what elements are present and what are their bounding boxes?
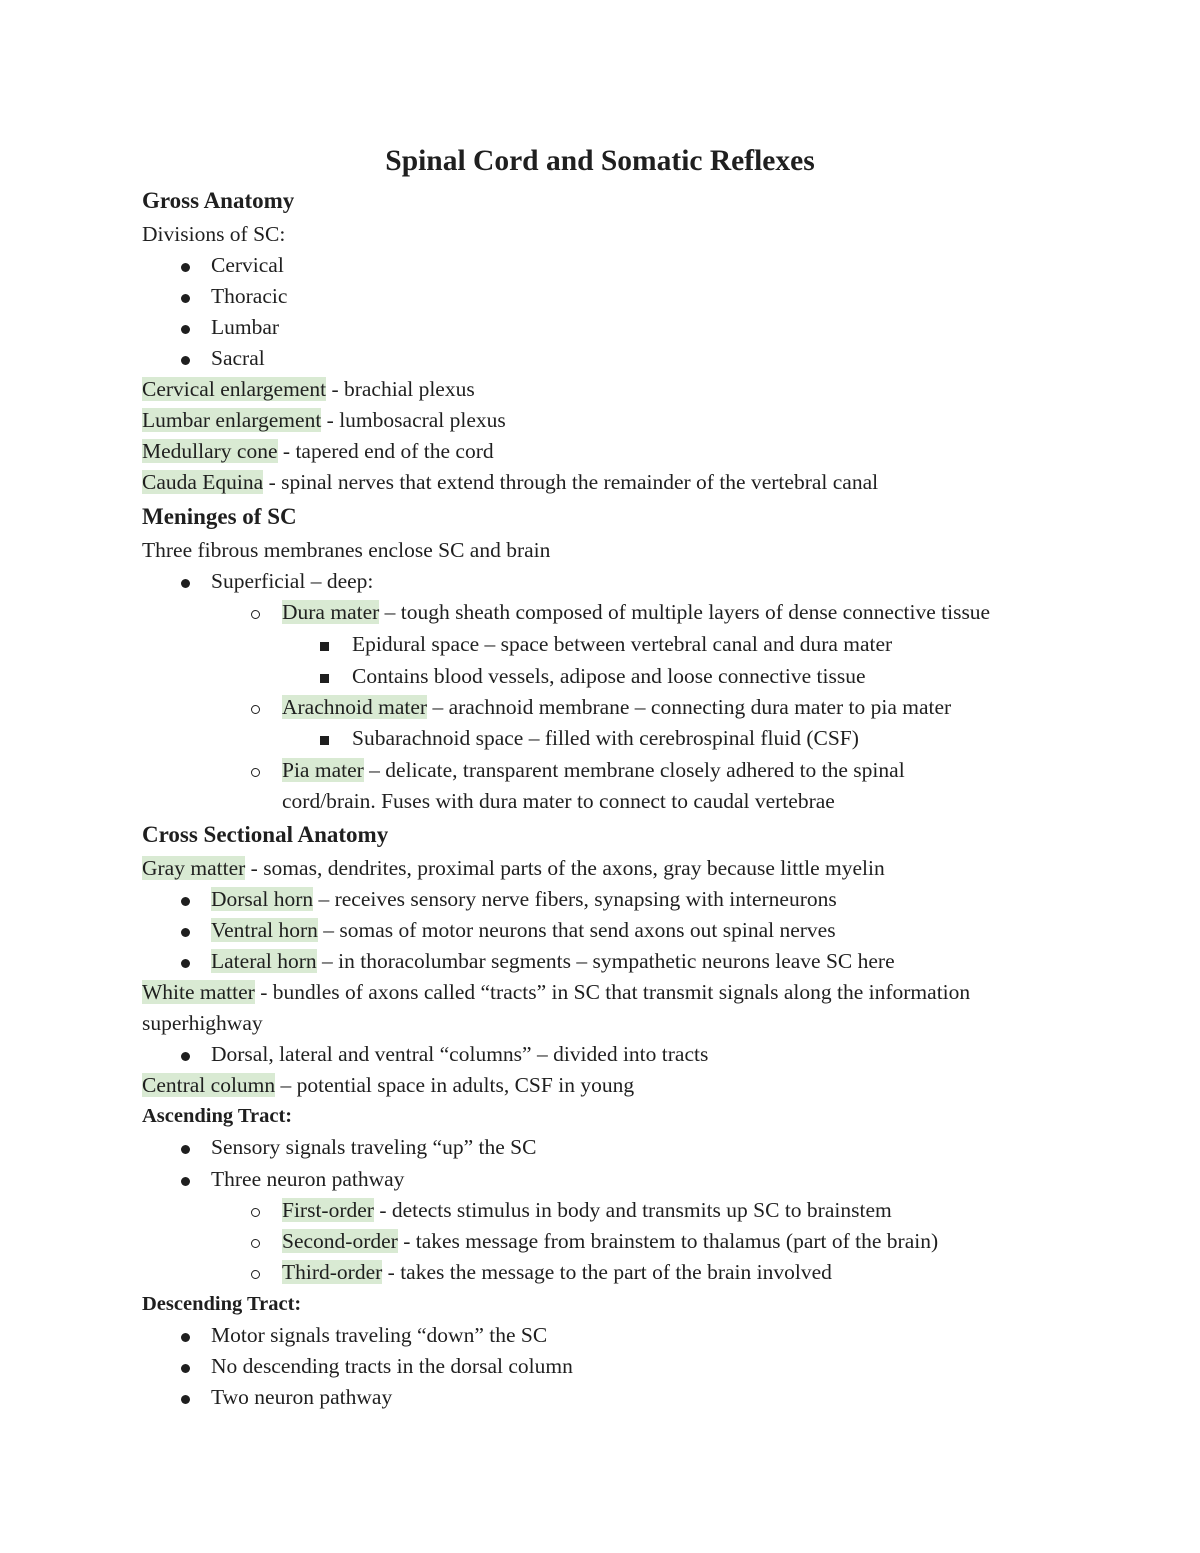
term-definition: – in thoracolumbar segments – sympathetic neurons leave SC here xyxy=(316,949,895,973)
term-continuation: cord/brain. Fuses with dura mater to connect to caudal vertebrae xyxy=(282,789,835,813)
term-definition: - lumbosacral plexus xyxy=(321,408,506,432)
highlighted-term: Medullary cone xyxy=(142,439,278,463)
highlighted-term: First-order xyxy=(282,1198,374,1222)
bullet-dot-icon xyxy=(179,1320,191,1350)
heading-descending-tract: Descending Tract: xyxy=(142,1293,302,1315)
bullet-dot-icon xyxy=(179,566,191,596)
highlighted-term: Dura mater xyxy=(282,600,380,624)
highlighted-term: Third-order xyxy=(282,1260,383,1284)
heading-cross-sectional: Cross Sectional Anatomy xyxy=(142,822,389,847)
term-line xyxy=(211,884,837,914)
term-definition: - spinal nerves that extend through the remainder of the vertebral canal xyxy=(263,470,879,494)
term-definition: – somas of motor neurons that send axons out spinal nerves xyxy=(317,918,836,942)
bullet-circle-icon xyxy=(249,597,261,627)
document-title: Spinal Cord and Somatic Reflexes xyxy=(385,145,815,177)
meninges-intro: Three fibrous membranes enclose SC and brain xyxy=(142,538,551,562)
term-line xyxy=(142,405,506,435)
bullet-dot-icon xyxy=(179,915,191,945)
ascending-item: Three neuron pathway xyxy=(211,1167,405,1191)
term-definition: – potential space in adults, CSF in young xyxy=(275,1073,635,1097)
highlighted-term: Cervical enlargement xyxy=(142,377,327,401)
term-definition: - takes message from brainstem to thalamus (part of the brain) xyxy=(397,1229,939,1253)
bullet-circle-icon xyxy=(249,755,261,785)
descending-item: No descending tracts in the dorsal column xyxy=(211,1354,573,1378)
division-item: Lumbar xyxy=(211,315,280,339)
term-definition: - takes the message to the part of the brain involved xyxy=(382,1260,832,1284)
division-item: Thoracic xyxy=(211,284,288,308)
highlighted-term: Cauda Equina xyxy=(142,470,264,494)
term-line xyxy=(282,1195,892,1225)
term-definition: – arachnoid membrane – connecting dura mater to pia mater xyxy=(427,695,952,719)
bullet-dot-icon xyxy=(179,1132,191,1162)
bullet-dot-icon xyxy=(179,343,191,373)
bullet-square-icon xyxy=(318,661,330,691)
bullet-square-icon xyxy=(318,723,330,753)
bullet-circle-icon xyxy=(249,1195,261,1225)
term-line xyxy=(142,977,970,1007)
bullet-dot-icon xyxy=(179,946,191,976)
term-line xyxy=(211,946,895,976)
bullet-dot-icon xyxy=(179,1039,191,1069)
divisions-intro: Divisions of SC: xyxy=(142,222,286,246)
dura-sub-item: Contains blood vessels, adipose and loose connective tissue xyxy=(352,664,866,688)
term-line xyxy=(282,755,905,785)
highlighted-term: Dorsal horn xyxy=(211,887,314,911)
descending-item: Motor signals traveling “down” the SC xyxy=(211,1323,548,1347)
bullet-dot-icon xyxy=(179,1382,191,1412)
division-item: Sacral xyxy=(211,346,265,370)
term-continuation: superhighway xyxy=(142,1011,263,1035)
division-item: Cervical xyxy=(211,253,284,277)
bullet-dot-icon xyxy=(179,1351,191,1381)
descending-item: Two neuron pathway xyxy=(211,1385,393,1409)
bullet-circle-icon xyxy=(249,1226,261,1256)
term-definition: – tough sheath composed of multiple layers of dense connective tissue xyxy=(379,600,991,624)
bullet-dot-icon xyxy=(179,884,191,914)
term-line xyxy=(282,1257,832,1287)
meninges-order: Superficial – deep: xyxy=(211,569,374,593)
bullet-circle-icon xyxy=(249,1257,261,1287)
term-definition: - somas, dendrites, proximal parts of the axons, gray because little myelin xyxy=(245,856,885,880)
term-definition: – delicate, transparent membrane closely adhered to the spinal xyxy=(363,758,905,782)
bullet-circle-icon xyxy=(249,692,261,722)
ascending-item: Sensory signals traveling “up” the SC xyxy=(211,1135,537,1159)
term-definition: - tapered end of the cord xyxy=(277,439,494,463)
heading-meninges: Meninges of SC xyxy=(142,504,297,529)
highlighted-term: Arachnoid mater xyxy=(282,695,428,719)
bullet-dot-icon xyxy=(179,281,191,311)
highlighted-term: Gray matter xyxy=(142,856,246,880)
term-line xyxy=(282,597,990,627)
dura-sub-item: Epidural space – space between vertebral canal and dura mater xyxy=(352,632,893,656)
term-line xyxy=(142,1070,634,1100)
bullet-dot-icon xyxy=(179,250,191,280)
bullet-dot-icon xyxy=(179,1164,191,1194)
heading-gross-anatomy: Gross Anatomy xyxy=(142,188,295,213)
term-line xyxy=(211,915,836,945)
bullet-dot-icon xyxy=(179,312,191,342)
heading-ascending-tract: Ascending Tract: xyxy=(142,1105,293,1127)
term-line xyxy=(142,374,475,404)
term-line xyxy=(142,853,885,883)
term-definition: - brachial plexus xyxy=(326,377,475,401)
arachnoid-sub-item: Subarachnoid space – filled with cerebrospinal fluid (CSF) xyxy=(352,726,859,750)
term-line xyxy=(142,436,494,466)
highlighted-term: White matter xyxy=(142,980,255,1004)
term-line xyxy=(142,467,878,497)
term-line xyxy=(282,692,951,722)
highlighted-term: Ventral horn xyxy=(211,918,318,942)
term-definition: - detects stimulus in body and transmits up SC to brainstem xyxy=(373,1198,892,1222)
term-definition: – receives sensory nerve fibers, synapsing with interneurons xyxy=(313,887,837,911)
highlighted-term: Central column xyxy=(142,1073,276,1097)
term-definition: - bundles of axons called “tracts” in SC that transmit signals along the information xyxy=(254,980,971,1004)
columns-item: Dorsal, lateral and ventral “columns” – divided into tracts xyxy=(211,1042,709,1066)
highlighted-term: Pia mater xyxy=(282,758,364,782)
highlighted-term: Lateral horn xyxy=(211,949,317,973)
highlighted-term: Lumbar enlargement xyxy=(142,408,322,432)
term-line xyxy=(282,1226,938,1256)
bullet-square-icon xyxy=(318,629,330,659)
highlighted-term: Second-order xyxy=(282,1229,398,1253)
